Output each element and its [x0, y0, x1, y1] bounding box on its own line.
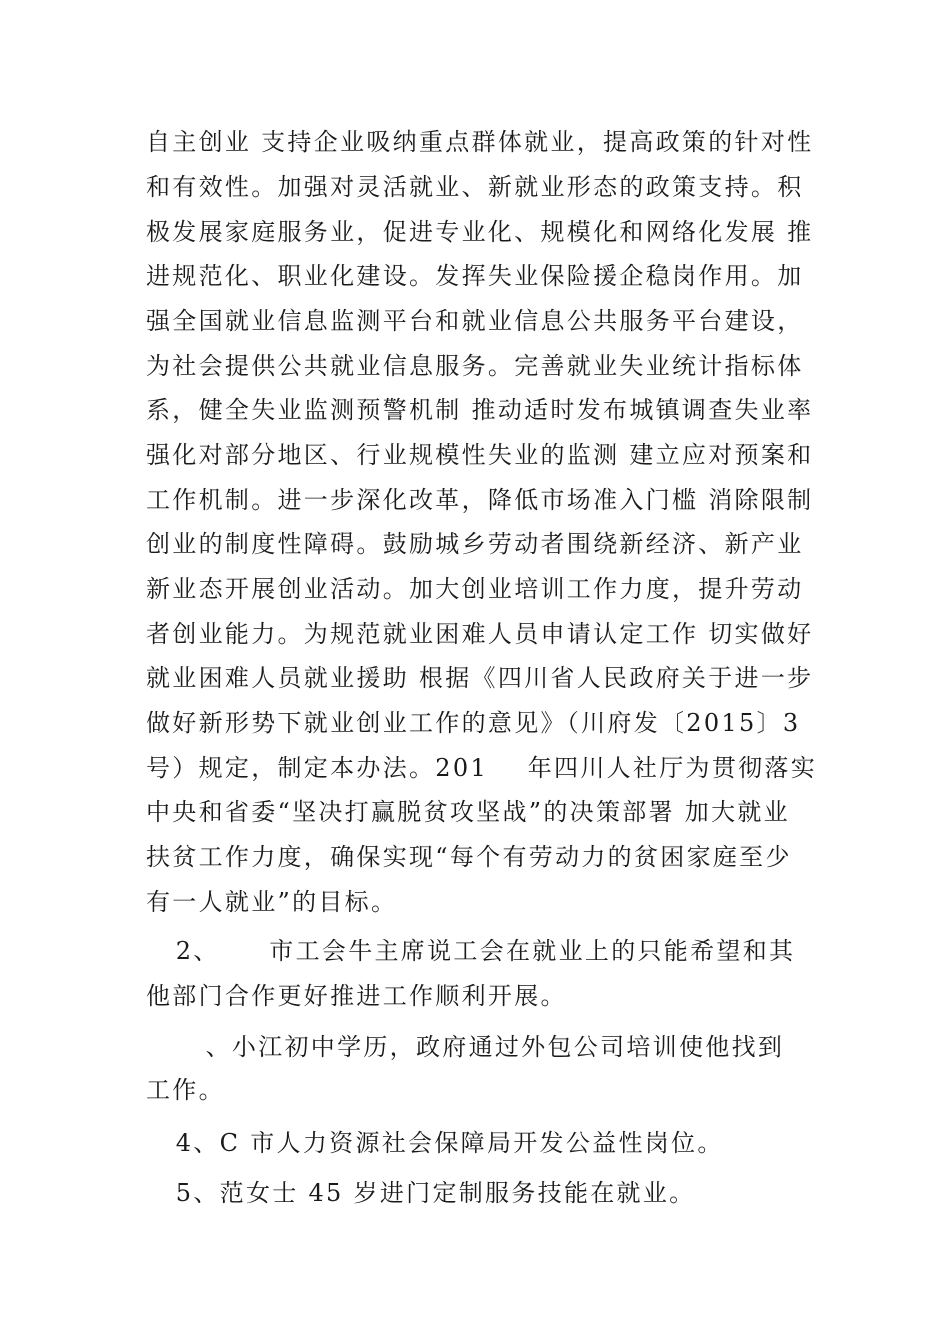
- list-item-2: 2、 市工会牛主席说工会在就业上的只能希望和其: [146, 937, 796, 965]
- text-line: 工作。: [146, 1076, 225, 1104]
- list-item-5: 5、范女士 45 岁进门定制服务技能在就业。: [146, 1179, 696, 1207]
- text-line: 有一人就业”的目标。: [146, 888, 398, 916]
- text-line: 系，健全失业监测预警机制 推动适时发布城镇调查失业率: [146, 396, 814, 424]
- text-line: 就业困难人员就业援助 根据《四川省人民政府关于进一步: [146, 664, 814, 692]
- text-line: 工作机制。进一步深化改革，降低市场准入门槛 消除限制: [146, 486, 814, 514]
- text-line: 为社会提供公共就业信息服务。完善就业失业统计指标体: [146, 352, 804, 380]
- text-line: 自主创业 支持企业吸纳重点群体就业，提高政策的针对性: [146, 128, 814, 156]
- text-line: 号）规定，制定本办法。201 年四川人社厅为贯彻落实: [146, 754, 818, 782]
- text-line: 强化对部分地区、行业规模性失业的监测 建立应对预案和: [146, 441, 814, 469]
- text-line: 新业态开展创业活动。加大创业培训工作力度，提升劳动: [146, 575, 804, 603]
- text-line: 者创业能力。为规范就业困难人员申请认定工作 切实做好: [146, 620, 814, 648]
- text-line: 和有效性。加强对灵活就业、新就业形态的政策支持。积: [146, 173, 804, 201]
- list-item-3: 、小江初中学历，政府通过外包公司培训使他找到: [146, 1033, 785, 1061]
- text-line: 极发展家庭服务业，促进专业化、规模化和网络化发展 推: [146, 218, 814, 246]
- text-line: 创业的制度性障碍。鼓励城乡劳动者围绕新经济、新产业: [146, 530, 804, 558]
- text-line: 中央和省委“坚决打赢脱贫攻坚战”的决策部署 加大就业: [146, 798, 790, 826]
- text-line: 他部门合作更好推进工作顺利开展。: [146, 982, 567, 1010]
- text-line: 进规范化、职业化建设。发挥失业保险援企稳岗作用。加: [146, 262, 804, 290]
- text-line: 做好新形势下就业创业工作的意见》（川府发〔2015〕3: [146, 709, 801, 737]
- list-item-4: 4、C 市人力资源社会保障局开发公益性岗位。: [146, 1129, 724, 1157]
- text-line: 扶贫工作力度，确保实现“每个有劳动力的贫困家庭至少: [146, 843, 792, 871]
- text-line: 强全国就业信息监测平台和就业信息公共服务平台建设，: [146, 307, 804, 335]
